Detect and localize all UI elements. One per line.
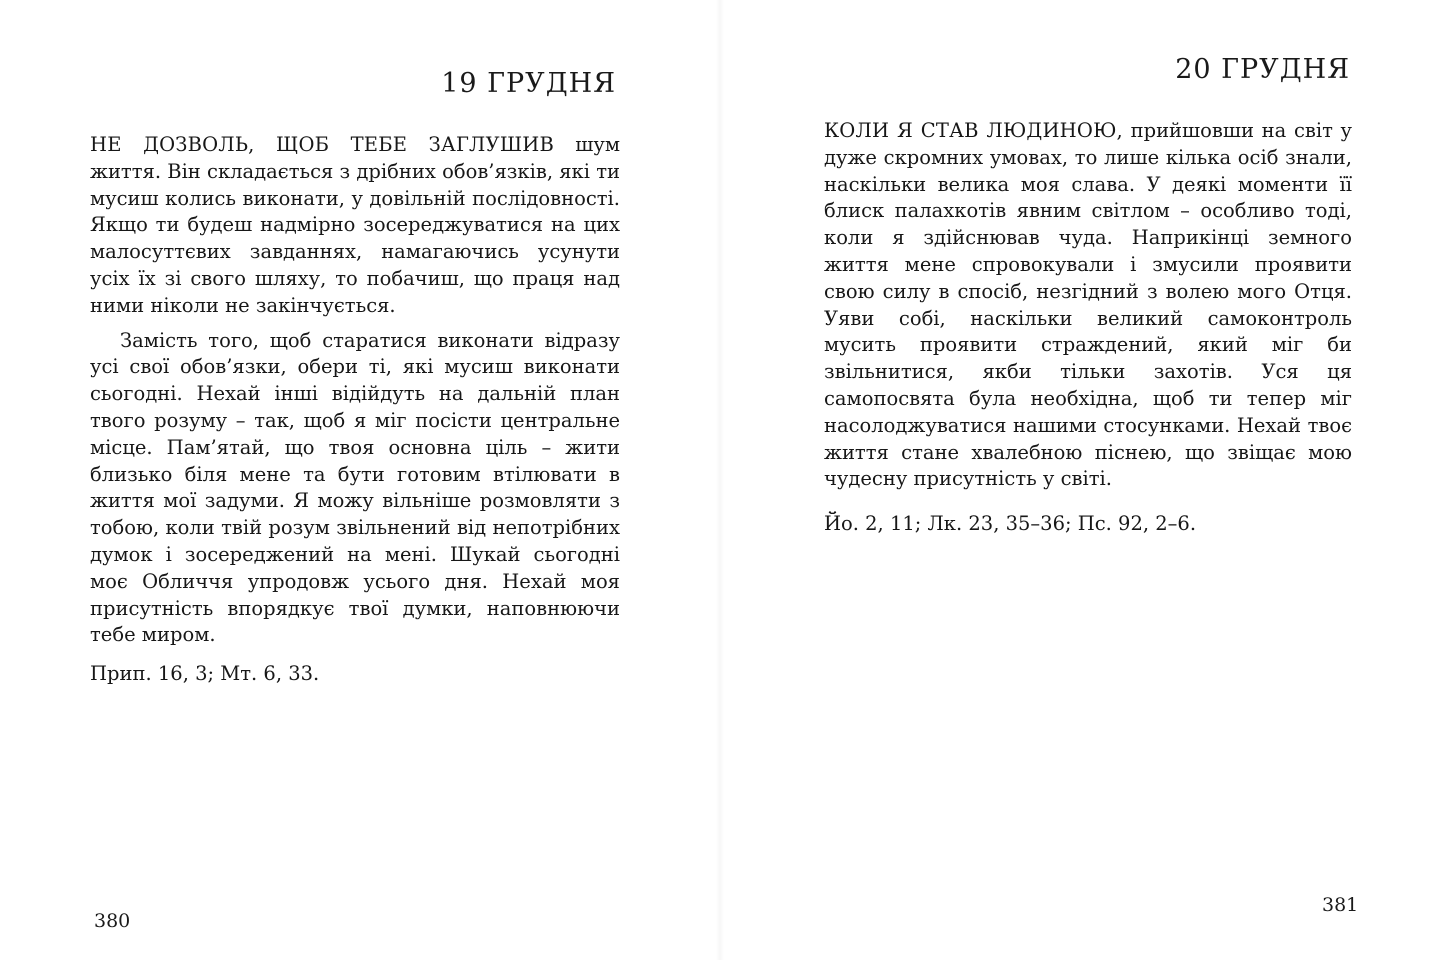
left-page-number: 380 bbox=[94, 910, 131, 932]
left-page-scripture-references: Прип. 16, 3; Мт. 6, 33. bbox=[90, 662, 320, 685]
right-page-paragraph-1-text: прийшовши на світ у дуже скромних умовах, то лише кілька осіб знали, наскільки велика моя слава. У деякі моменти її блиск палахкотів явним світлом – особливо тоді, коли я здійснював чуда. Наприкінці земного життя мене спровокували і змусили проявити свою силу в спосіб, незгідний з волею мого Отця. Уяви собі, наскільки великий самоконтроль мусить проявити страждений, який міг би звільнитися, якби тільки захотів. Уся ця самопосвята була необхідна, щоб ти тепер міг насолоджуватися нашими стосунками. Нехай твоє життя стане хвалебною піснею, що звіщає мою чудесну присутність у світі. bbox=[824, 119, 1352, 491]
left-page-paragraph-1 bbox=[90, 132, 620, 320]
right-page bbox=[720, 0, 1440, 960]
left-page-body bbox=[90, 132, 620, 649]
left-page-paragraph-2: Замість того, щоб старатися виконати відразу усі свої обов’язки, обери ті, які мусиш виконати сьогодні. Нехай інші відійдуть на дальній план твого розуму – так, щоб я міг посісти центральне місце. Пам’ятай, що твоя основна ціль – жити близько біля мене та бути готовим втілювати в життя мої задуми. Я можу вільніше розмовляти з тобою, коли твій розум звільнений від непотрібних думок і зосереджений на мені. Шукай сьогодні моє Обличчя упродовж усього дня. Нехай моя присутність впорядкує твої думки, наповнюючи тебе миром. bbox=[90, 328, 620, 647]
left-page-date-heading: 19 ГРУДНЯ bbox=[441, 68, 616, 99]
right-page-date-heading: 20 ГРУДНЯ bbox=[1175, 54, 1350, 85]
left-page-paragraph-1-text: шум життя. Він складається з дрібних обов’язків, які ти мусиш колись виконати, у довільній послідовності. Якщо ти будеш надмірно зосереджуватися на цих малосуттєвих завданнях, намагаючись усунути усіх їх зі свого шляху, то побачиш, що праця над ними ніколи не закінчується. bbox=[90, 133, 621, 317]
right-page-lead-caps: КОЛИ Я СТАВ ЛЮДИНОЮ, bbox=[824, 119, 1123, 142]
right-page-number: 381 bbox=[1322, 894, 1359, 916]
right-page-paragraph-1 bbox=[824, 118, 1352, 493]
right-page-body bbox=[824, 118, 1352, 493]
right-page-scripture-references: Йо. 2, 11; Лк. 23, 35–36; Пс. 92, 2–6. bbox=[824, 512, 1197, 535]
left-page-lead-caps: НЕ ДОЗВОЛЬ, ЩОБ ТЕБЕ ЗАГЛУШИВ bbox=[90, 133, 555, 156]
